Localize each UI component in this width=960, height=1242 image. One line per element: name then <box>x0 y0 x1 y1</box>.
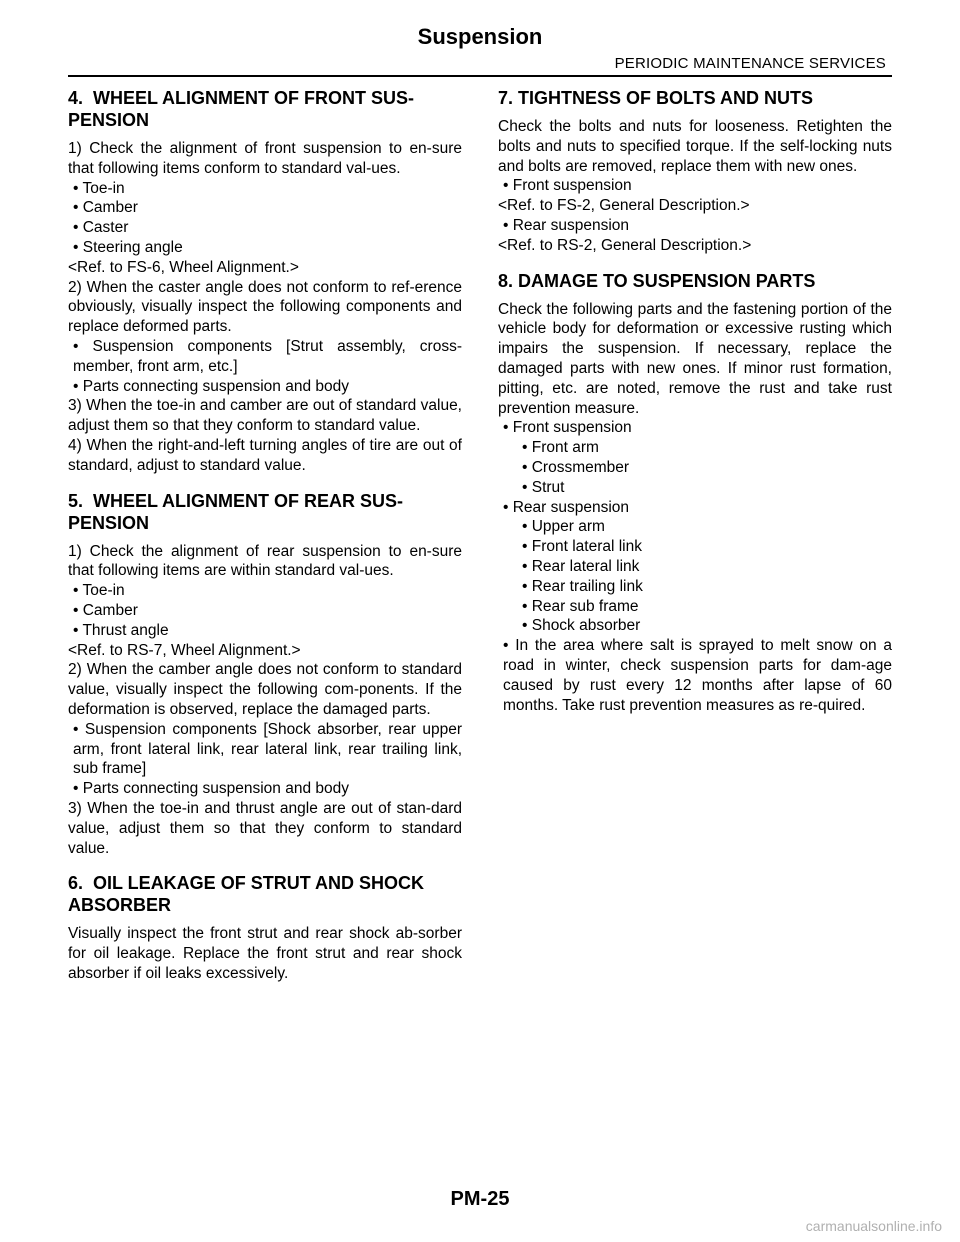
paragraph: 1) Check the alignment of rear suspension to en-sure that following items are within standard val-ues. <box>68 542 462 580</box>
paragraph: Check the following parts and the fastening portion of the vehicle body for deformation or excessive rusting which impairs the suspension. If necessary, replace the damaged parts with new ones. If minor rust formation, pitting, etc. are noted, remove the rust and take rust prevention measure. <box>498 300 892 417</box>
page-title: Suspension <box>417 24 543 49</box>
sub-bullet-item: • Rear lateral link <box>522 557 640 575</box>
reference-text: <Ref. to RS-2, General Description.> <box>498 236 752 254</box>
bullet-item: • Toe-in <box>73 582 125 600</box>
section-7 <box>498 87 892 256</box>
section-8 <box>498 270 892 716</box>
header-rule <box>68 75 892 77</box>
bullet-item: • In the area where salt is sprayed to melt snow on a road in winter, check suspension parts for dam-age caused by rust every 12 months after lapse of 60 months. Take rust prevention measures as re-quired. <box>503 637 892 714</box>
section-7-heading: 7. TIGHTNESS OF BOLTS AND NUTS <box>498 88 814 108</box>
bullet-item: • Steering angle <box>73 238 183 256</box>
sub-bullet-item: • Crossmember <box>522 458 630 476</box>
bullet-item: • Camber <box>73 199 138 217</box>
bullet-item: • Thrust angle <box>73 621 169 639</box>
section-6 <box>68 872 462 983</box>
bullet-item: • Toe-in <box>73 179 125 197</box>
section-label: PERIODIC MAINTENANCE SERVICES <box>614 55 886 72</box>
paragraph: 3) When the toe-in and thrust angle are out of stan-dard value, adjust them so that they conform to standard value. <box>68 799 462 857</box>
bullet-item: • Parts connecting suspension and body <box>73 377 349 395</box>
paragraph: 3) When the toe-in and camber are out of standard value, adjust them so that they conform to standard value. <box>68 397 462 435</box>
bullet-item: • Front suspension <box>503 177 632 195</box>
watermark: carmanualsonline.info <box>805 1218 942 1234</box>
bullet-item: • Camber <box>73 601 138 619</box>
sub-bullet-item: • Rear sub frame <box>522 597 639 615</box>
sub-bullet-item: • Shock absorber <box>522 617 641 635</box>
bullet-item: • Rear suspension <box>503 498 630 516</box>
left-column <box>68 87 462 998</box>
sub-bullet-item: • Front arm <box>522 439 599 457</box>
paragraph: 2) When the camber angle does not conform to standard value, visually inspect the following com-ponents. If the deformation is observed, replace the damaged parts. <box>68 661 462 718</box>
paragraph: Check the bolts and nuts for looseness. Retighten the bolts and nuts to specified torque. If the self-locking nuts and bolts are removed, replace them with new ones. <box>498 118 892 175</box>
paragraph: 2) When the caster angle does not conform to ref-erence obviously, visually inspect the following components and replace deformed parts. <box>68 278 462 336</box>
reference-text: <Ref. to RS-7, Wheel Alignment.> <box>68 641 301 659</box>
reference-text: <Ref. to FS-2, General Description.> <box>498 197 750 215</box>
sub-bullet-item: • Upper arm <box>522 518 605 536</box>
section-5-heading: 5. WHEEL ALIGNMENT OF REAR SUS- PENSION <box>68 490 404 533</box>
page-number: PM-25 <box>450 1188 510 1210</box>
sub-bullet-item: • Strut <box>522 478 565 496</box>
paragraph: 1) Check the alignment of front suspension to en-sure that following items conform to standard val-ues. <box>68 140 462 177</box>
bullet-item: • Caster <box>73 219 129 237</box>
section-4 <box>68 87 462 476</box>
bullet-item: • Suspension components [Shock absorber, rear upper arm, front lateral link, rear lateral link, rear trailing link, sub frame] <box>73 720 462 778</box>
reference-text: <Ref. to FS-6, Wheel Alignment.> <box>68 258 299 276</box>
bullet-item: • Parts connecting suspension and body <box>73 780 349 798</box>
paragraph: 4) When the right-and-left turning angles of tire are out of standard, adjust to standard value. <box>68 436 462 474</box>
bullet-item: • Suspension components [Strut assembly, cross-member, front arm, etc.] <box>73 337 462 375</box>
section-5 <box>68 490 462 859</box>
bullet-item: • Rear suspension <box>503 216 630 234</box>
section-8-heading: 8. DAMAGE TO SUSPENSION PARTS <box>498 270 816 291</box>
paragraph: Visually inspect the front strut and rear shock ab-sorber for oil leakage. Replace the front strut and rear shock absorber if oil leaks excessively. <box>68 925 462 982</box>
right-column <box>498 87 892 729</box>
section-4-heading: 4. WHEEL ALIGNMENT OF FRONT SUS- PENSION <box>68 88 414 130</box>
section-6-heading: 6. OIL LEAKAGE OF STRUT AND SHOCK ABSORBER <box>68 873 425 916</box>
sub-bullet-item: • Rear trailing link <box>522 577 643 595</box>
sub-bullet-item: • Front lateral link <box>522 538 642 556</box>
bullet-item: • Front suspension <box>503 419 632 437</box>
